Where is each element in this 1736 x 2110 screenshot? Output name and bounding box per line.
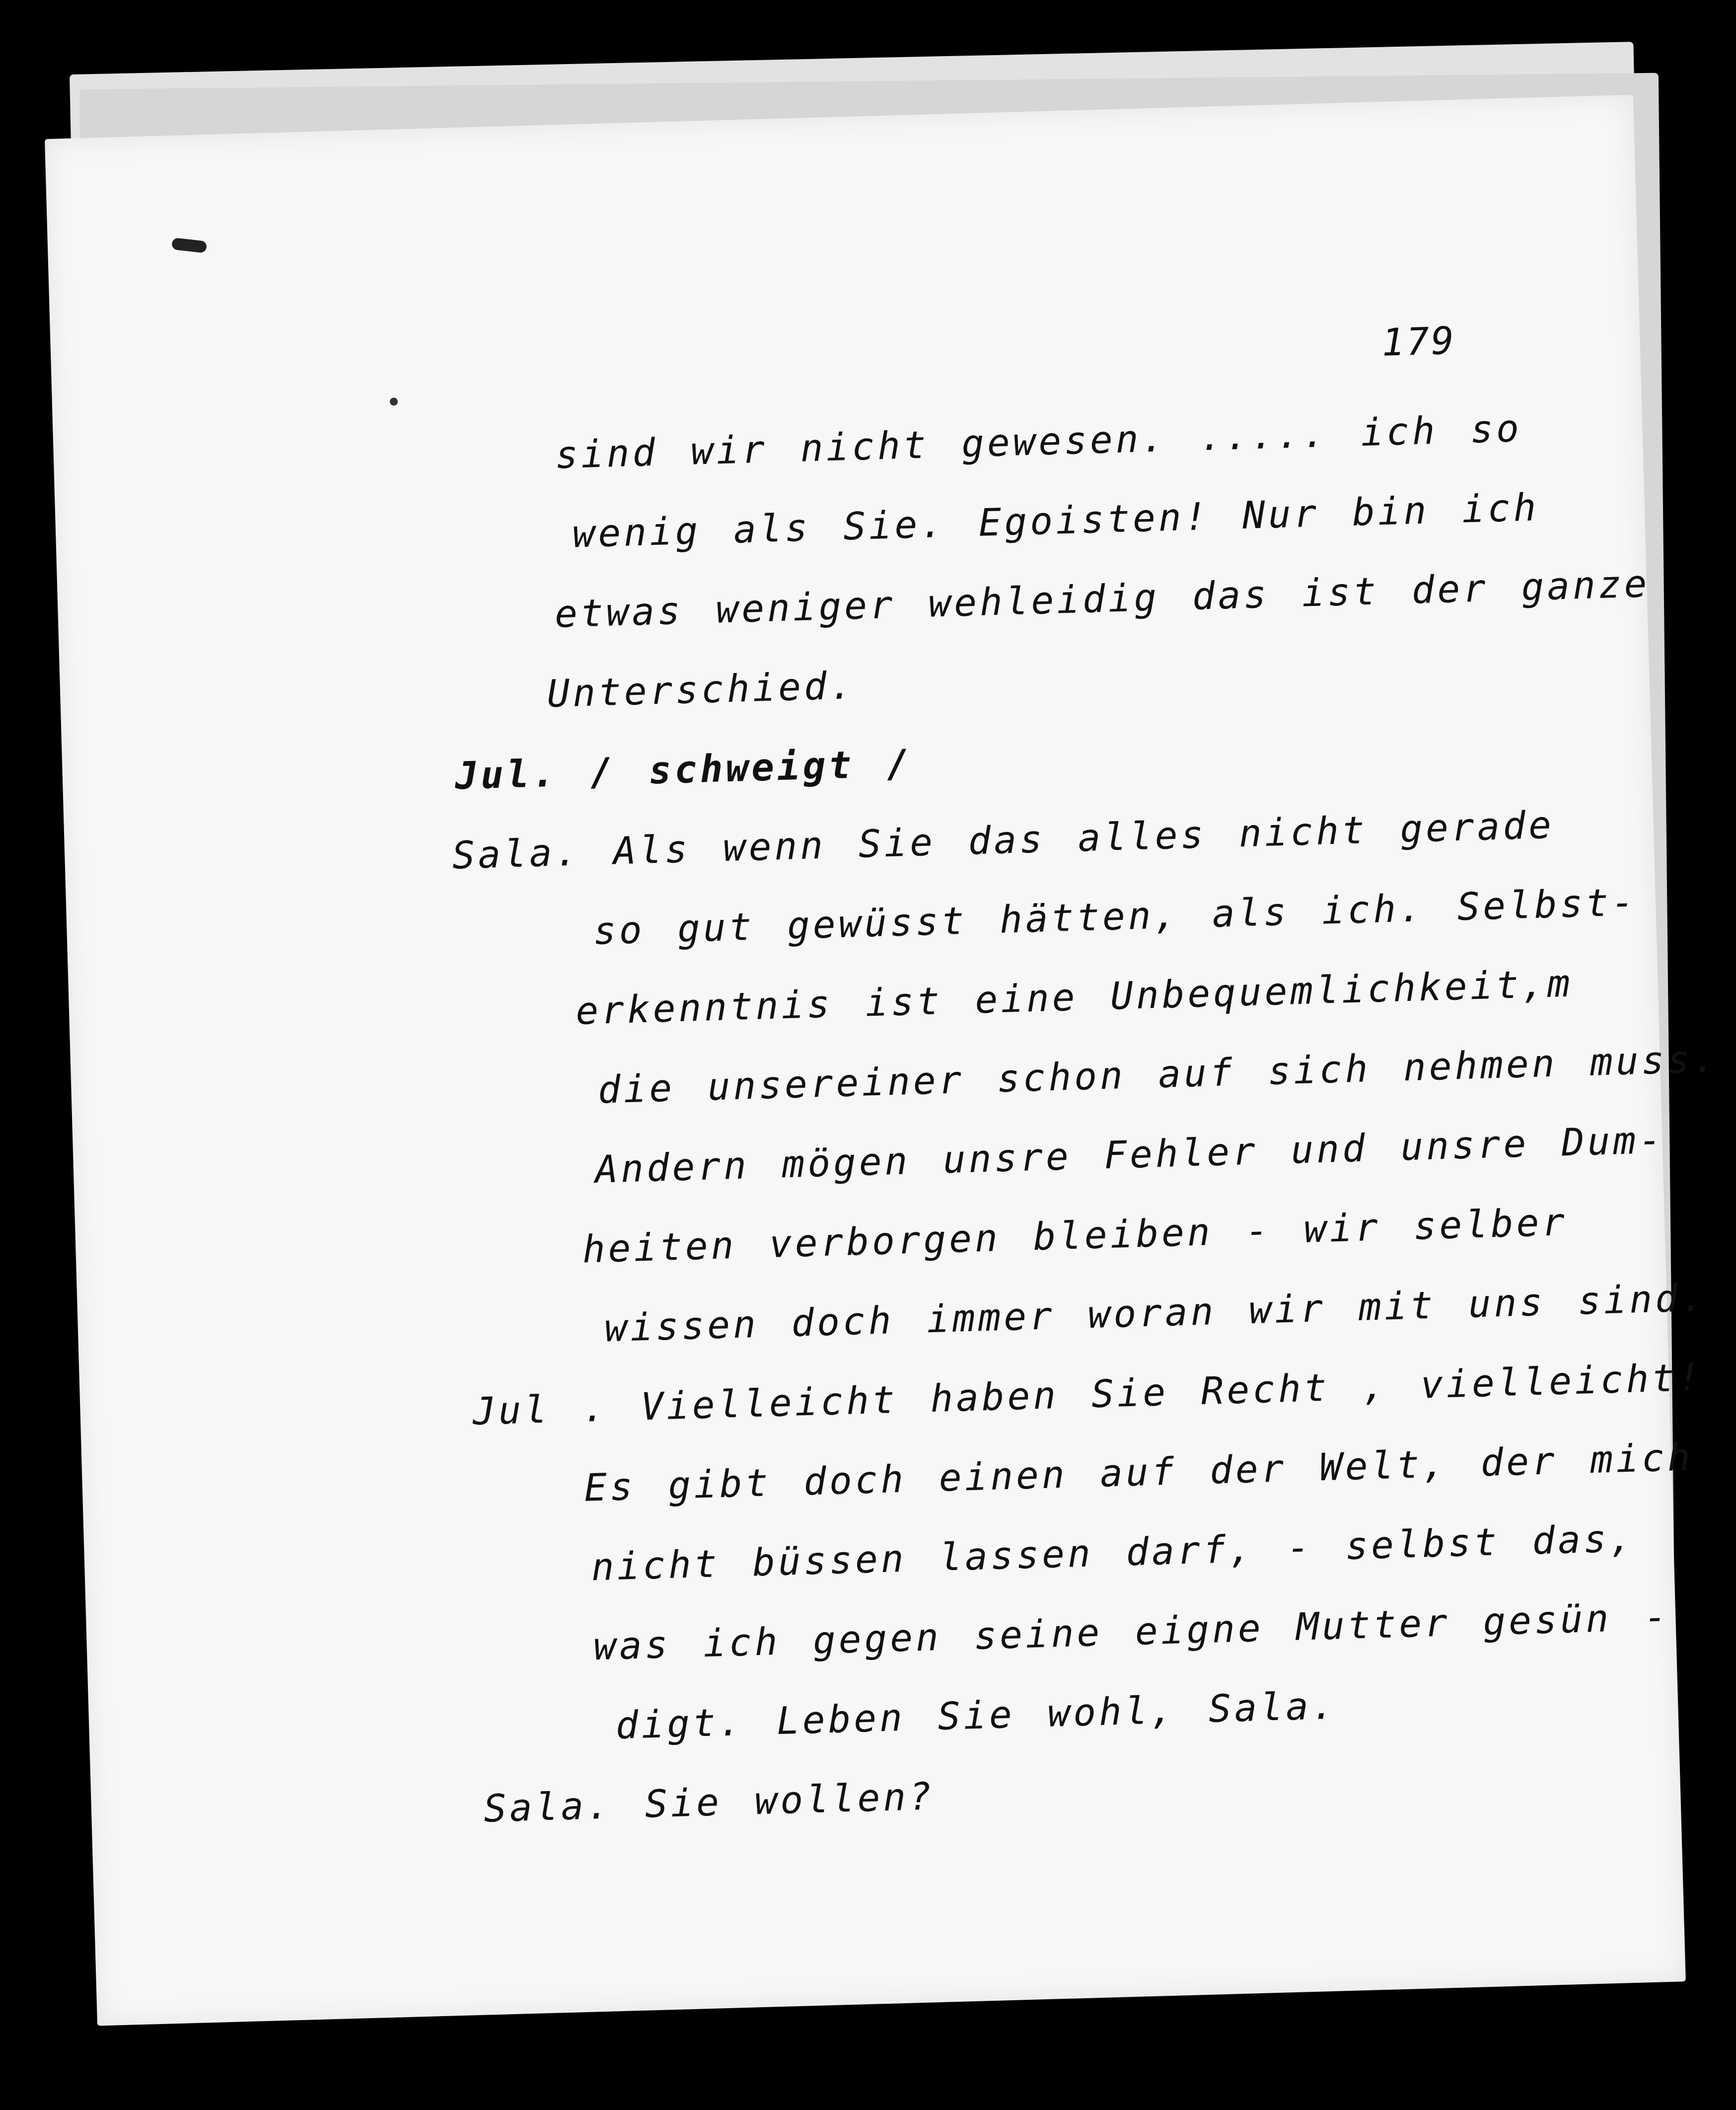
text-line: sind wir nicht gewesen. ..... ich so [554,406,1522,477]
stage-direction-line: Jul. / schweigt / [454,741,913,798]
text-line: etwas weniger wehleidig das ist der ganze [554,561,1651,636]
text-line: heiten verborgen bleiben - wir selber [581,1200,1569,1272]
text-line: Sala. Sie wollen? [483,1774,935,1831]
punch-hole-mark [171,237,207,253]
page-number: 179 [1381,318,1456,365]
text-line: Andern mögen unsre Fehler und unsre Dum- [594,1117,1665,1192]
text-line: was ich gegen seine eigne Mutter gesün - [592,1594,1670,1669]
text-line: wenig als Sie. Egoisten! Nur bin ich [572,485,1540,556]
text-line: digt. Leben Sie wohl, Sala. [615,1683,1338,1748]
text-line: erkenntnis ist eine Unbequemlichkeit,m [575,961,1574,1033]
text-line: Sala. Als wenn Sie das alles nicht gerade [451,802,1555,878]
text-line: die unsereiner schon auf sich nehmen muss. [597,1036,1719,1112]
text-line: so gut gewüsst hätten, als ich. Selbst- [592,880,1638,953]
text-line: Es gibt doch einen auf der Welt, der mich [583,1434,1694,1510]
ink-dot [390,397,398,405]
text-line: wissen doch immer woran wir mit uns sind. [604,1275,1707,1351]
text-line: Jul . Vielleicht haben Sie Recht , vielleicht! [472,1355,1704,1433]
text-line: Unterschied. [546,663,856,716]
typewritten-page [45,95,1719,2026]
text-line: nicht büssen lassen darf, - selbst das, [590,1515,1636,1589]
